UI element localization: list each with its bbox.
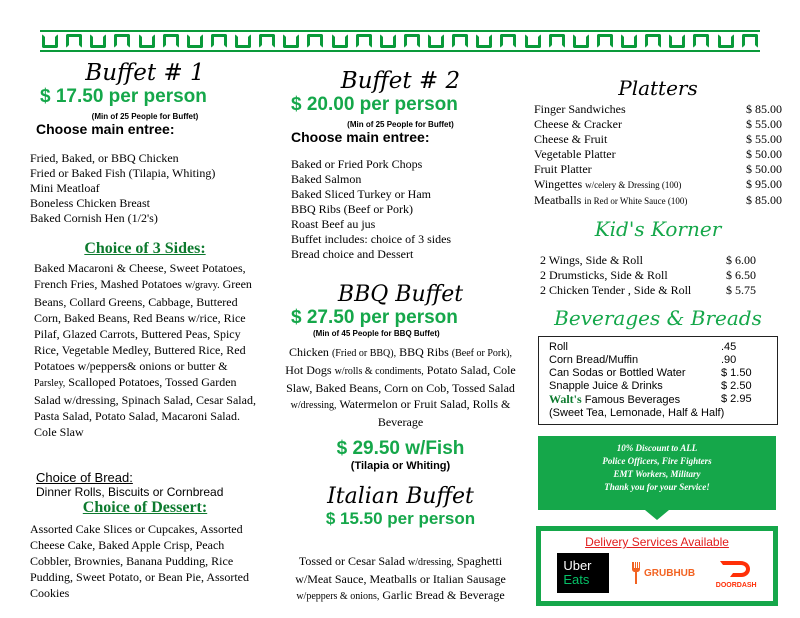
delivery-title: Delivery Services Available [585, 535, 729, 549]
bbq-min-note: (Min of 45 People for BBQ Buffet) [313, 329, 440, 338]
italian-price: $ 15.50 per person [325, 509, 476, 528]
beverages-title: Beverages & Breads [554, 306, 762, 330]
uber-eats-logo: Uber Eats [557, 553, 609, 593]
sides-list: Baked Macaroni & Cheese, Sweet Potatoes, French Fries, Mashed Potatoes w/gravy. Green Beans, Collard Greens, Cabbage, Buttered Corn, Baked Beans, Red Beans w/rice, Rice Pilaf, Glazed Carrots, Buttered Peas, Spicy Rice, Vegetable Medley, Buttered Rice, Red Potatoes w/peppers& onions or butter & Parsley, Scalloped Potatoes, Tossed Garden Salad w/dressing, Spinach Salad, Cesar Salad, Pasta Salad, Potato Salad, Macaroni Salad. Cole Slaw [34, 261, 256, 439]
platter-row: Finger Sandwiches $ 85.00 [534, 102, 782, 116]
italian-title: Italian Buffet [327, 484, 474, 509]
bbq-fish-note: (Tilapia or Whiting) [350, 460, 451, 472]
decorative-border [40, 30, 760, 52]
platter-row: Cheese & Fruit $ 55.00 [534, 132, 782, 146]
doordash-icon [718, 558, 754, 580]
platter-row: Cheese & Cracker $ 55.00 [534, 117, 782, 131]
italian-description: Tossed or Cesar Salad w/dressing, Spaghetti w/Meat Sauce, Meatballs or Italian Sausage w/peppers & onions, Garlic Bread & Beverage [295, 554, 506, 602]
entree-item: Fried or Baked Fish (Tilapia, Whiting) [30, 166, 216, 180]
bbq-price: $ 27.50 per person [291, 307, 458, 328]
beverage-row: Roll .45 [549, 341, 737, 353]
entree-item: Baked Cornish Hen (1/2's) [30, 211, 158, 225]
walts-note: (Sweet Tea, Lemonade, Half & Half) [549, 407, 725, 419]
platter-row: Vegetable Platter $ 50.00 [534, 147, 782, 161]
delivery-box [536, 526, 778, 606]
entree-item: Boneless Chicken Breast [30, 196, 150, 210]
entree-item: Fried, Baked, or BBQ Chicken [30, 151, 179, 165]
entree-item: Buffet includes: choice of 3 sides [291, 232, 452, 246]
buffet-2-price: $ 20.00 per person [291, 94, 458, 115]
kids-title: Kid's Korner [594, 217, 722, 241]
buffet-1-price: $ 17.50 per person [40, 86, 207, 107]
discount-banner: 10% Discount to ALL Police Officers, Fire Fighters EMT Workers, Military Thank you for your Service! [538, 436, 776, 510]
entree-item: Mini Meatloaf [30, 181, 100, 195]
buffet-1-entrees [30, 151, 260, 226]
entree-item: Roast Beef au jus [291, 217, 376, 231]
entree-item: Baked or Fried Pork Chops [291, 157, 423, 171]
platter-row: Fruit Platter $ 50.00 [534, 162, 782, 176]
sides-title: Choice of 3 Sides: [84, 240, 206, 257]
delivery-logos [541, 553, 773, 593]
buffet-1-column [30, 60, 260, 601]
entree-item: Bread choice and Dessert [291, 247, 414, 261]
kids-list [534, 253, 782, 298]
beverage-row-walts: Walt's Famous Beverages $ 2.95 [549, 392, 752, 406]
grubhub-fork-icon [630, 562, 642, 584]
platter-row: Meatballs in Red or White Sauce (100) $ 85.00 [534, 193, 782, 207]
kid-row: 2 Wings, Side & Roll $ 6.00 [540, 253, 756, 267]
bbq-title: BBQ Buffet [337, 282, 464, 307]
entree-item: Baked Sliced Turkey or Ham [291, 187, 431, 201]
beverages-box [538, 336, 778, 425]
buffet-1-choose: Choose main entree: [36, 121, 175, 137]
buffet-2-entrees [291, 157, 518, 262]
dessert-title: Choice of Dessert: [82, 499, 208, 516]
bbq-fish-price: $ 29.50 w/Fish [336, 438, 465, 459]
buffet-2-min-note: (Min of 25 People for Buffet) [347, 120, 454, 129]
kid-row: 2 Drumsticks, Side & Roll $ 6.50 [540, 268, 756, 282]
platters-title: Platters [618, 76, 698, 100]
platter-row: Wingettes w/celery & Dressing (100) $ 95.00 [534, 177, 782, 191]
buffet-2-column [283, 68, 518, 605]
bread-title: Choice of Bread: [36, 470, 133, 485]
beverage-row: Corn Bread/Muffin .90 [549, 354, 737, 366]
right-column [534, 76, 782, 425]
buffet-2-choose: Choose main entree: [291, 129, 430, 145]
entree-item: BBQ Ribs (Beef or Pork) [291, 202, 413, 216]
bread-options: Dinner Rolls, Biscuits or Cornbread [36, 485, 224, 499]
entree-item: Baked Salmon [291, 172, 362, 186]
dessert-list: Assorted Cake Slices or Cupcakes, Assorted Cheese Cake, Baked Apple Crisp, Peach Cobbler, Brownies, Banana Pudding, Rice Pudding, Sweet Potato, or Bean Pie, Assorted Cookies [30, 522, 249, 600]
bbq-description: Chicken (Fried or BBQ), BBQ Ribs (Beef or Pork), Hot Dogs w/rolls & condiments, Potato Salad, Cole Slaw, Baked Beans, Corn on Cob, Tossed Salad w/dressing, Watermelon or Fruit Salad, Rolls & Beverage [285, 345, 516, 429]
beverage-row: Can Sodas or Bottled Water $ 1.50 [549, 367, 752, 379]
kid-row: 2 Chicken Tender , Side & Roll $ 5.75 [540, 283, 756, 297]
doordash-logo: DOORDASH [716, 558, 757, 589]
buffet-1-min-note: (Min of 25 People for Buffet) [91, 112, 199, 121]
beverage-row: Snapple Juice & Drinks $ 2.50 [549, 380, 752, 392]
platters-list [534, 102, 782, 209]
buffet-1-title: Buffet # 1 [85, 60, 205, 86]
grubhub-logo: GRUBHUB [630, 562, 695, 584]
buffet-2-title: Buffet # 2 [340, 68, 461, 94]
